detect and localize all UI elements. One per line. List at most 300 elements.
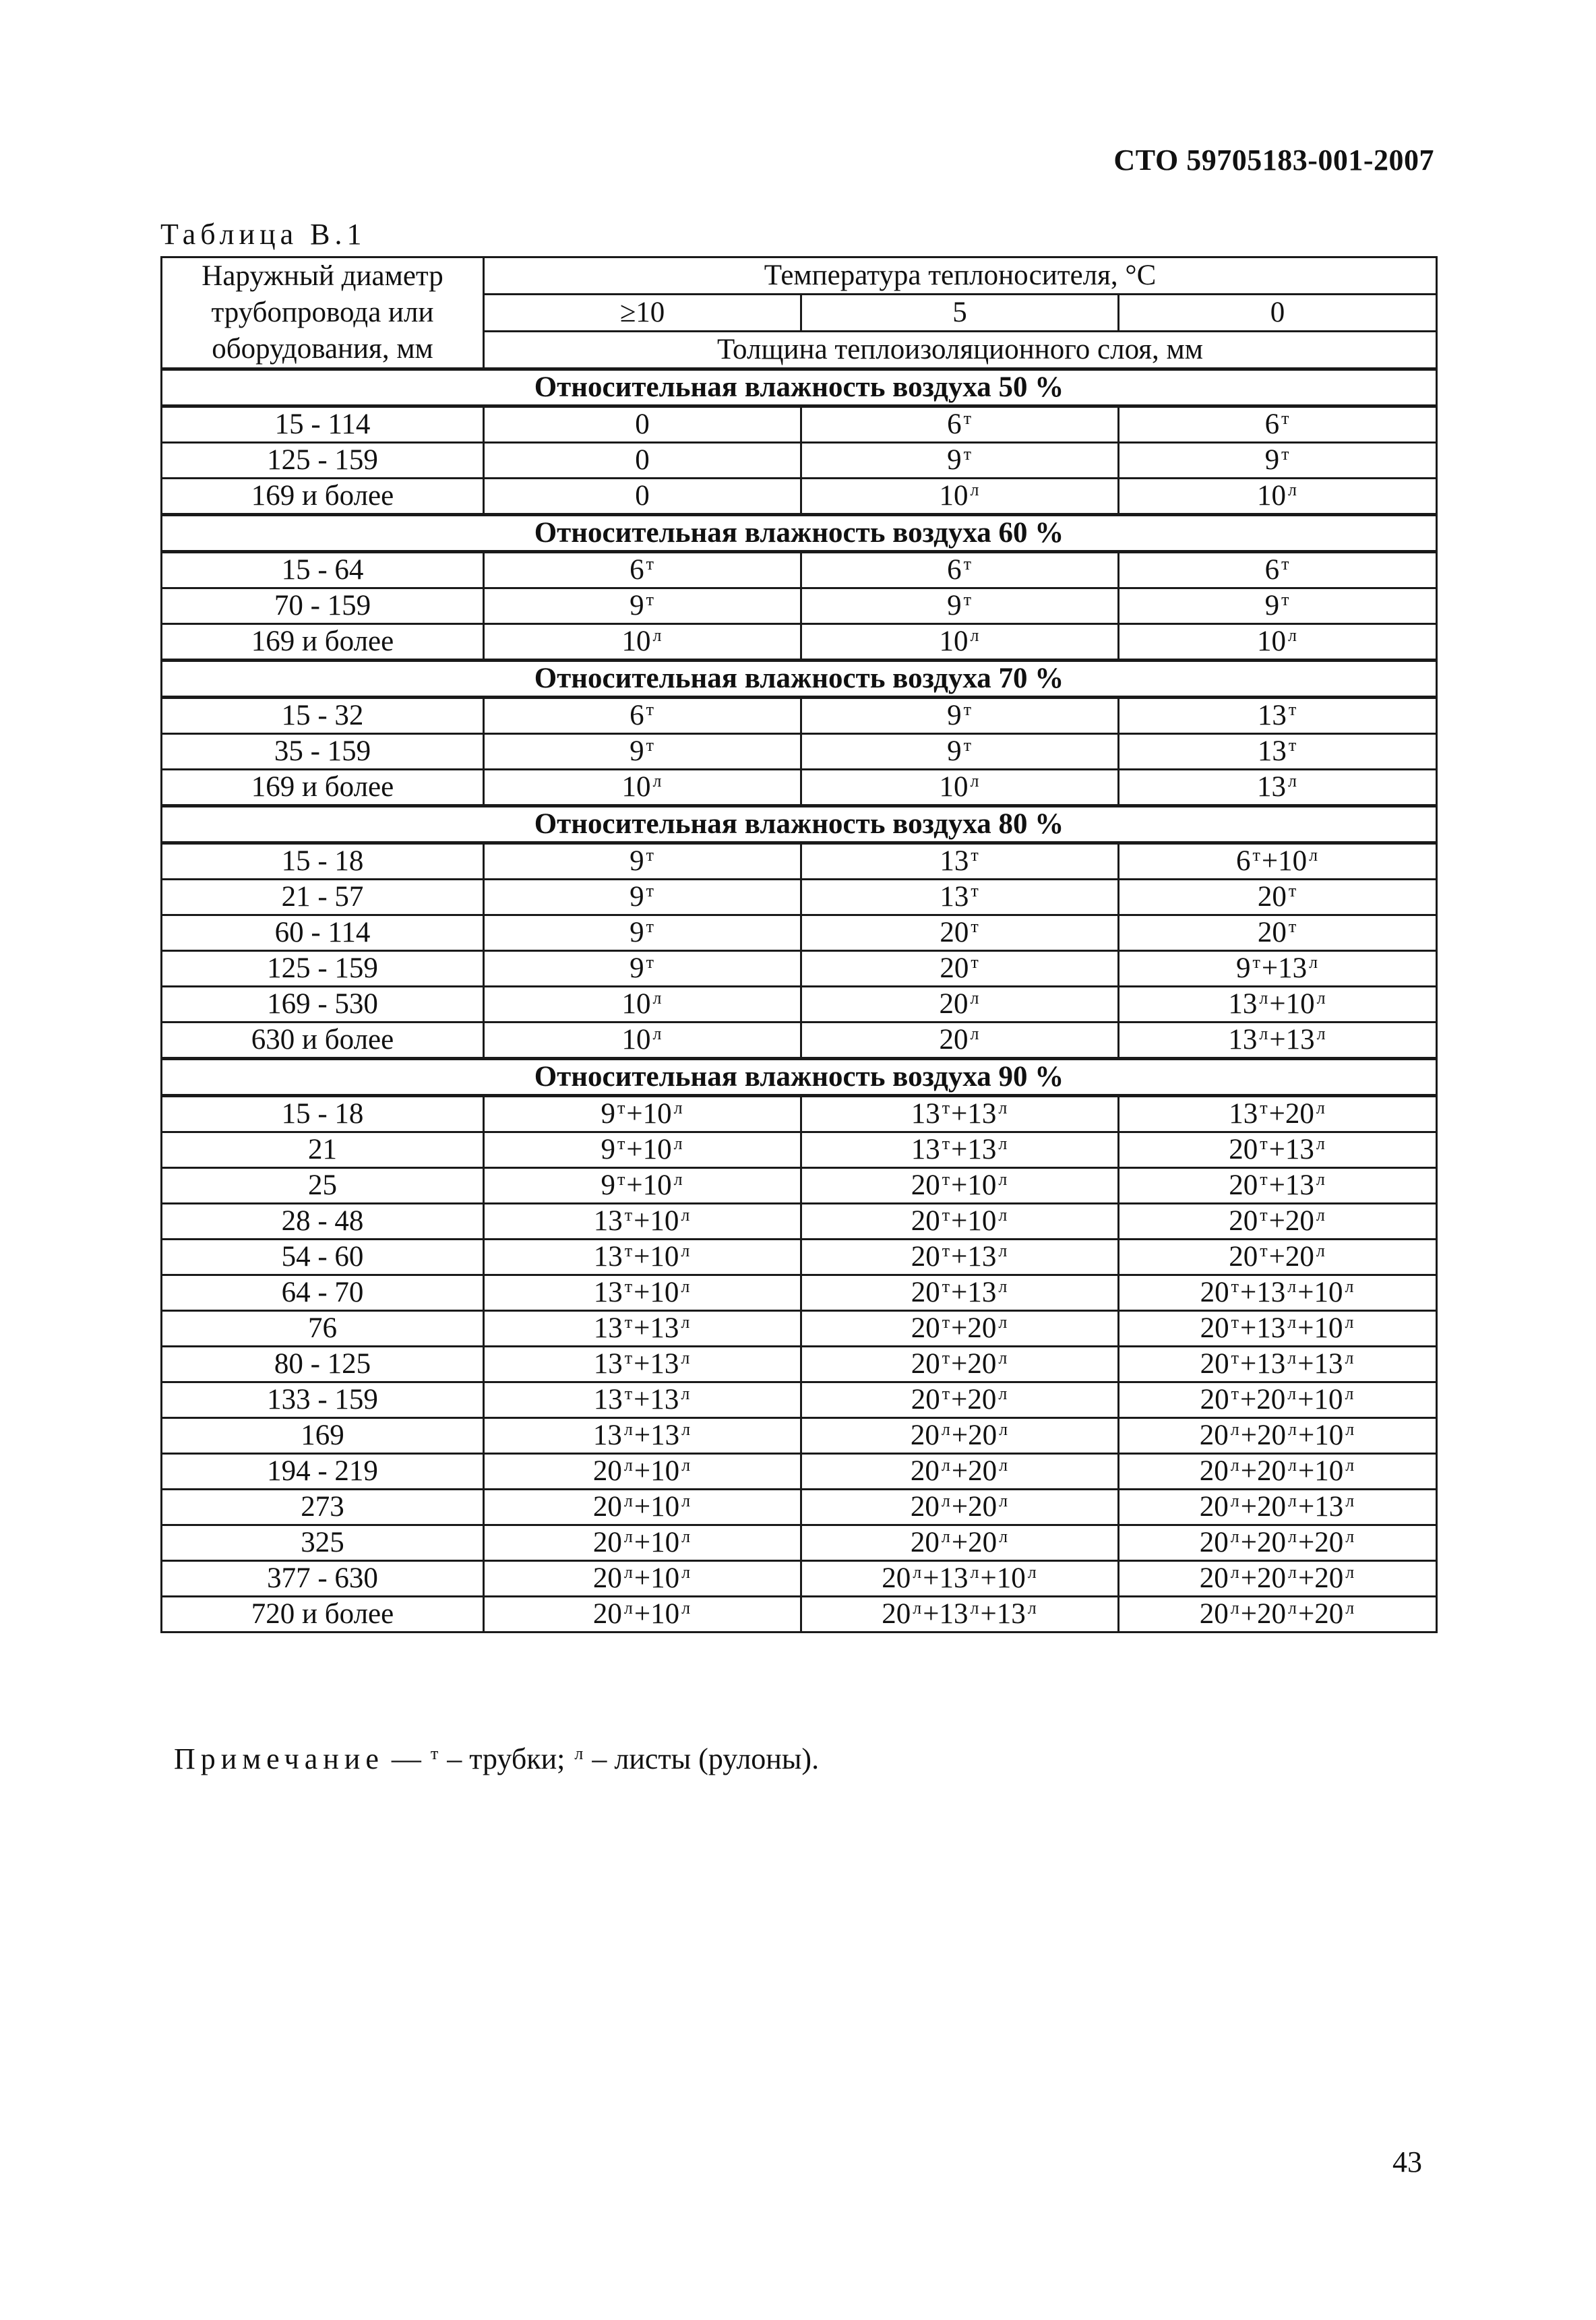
thickness-cell: 20 $^л$+10 $^л$ [484,1525,801,1561]
thickness-value: 9 [1235,952,1251,984]
note-text: – листы (рулоны). [584,1742,820,1775]
table-row [162,1096,1437,1132]
material-superscript: л [623,1562,633,1582]
material-superscript: л [1316,988,1326,1008]
material-superscript: л [1287,1277,1297,1296]
diameter-cell: 194 - 219 [162,1454,484,1490]
thickness-cell: 13 $^л$+10 $^л$ [1119,987,1437,1022]
diameter-cell: 70 - 159 [162,588,484,624]
thickness-value: 9 [630,735,644,767]
thickness-cell [1119,698,1437,734]
table-caption: Таблица В.1 [160,218,367,251]
material-superscript: л [970,480,979,499]
table-row [162,443,1437,479]
temperature-header: Температура теплоносителя, °С [484,257,1437,295]
thickness-cell [1119,915,1437,951]
thickness-value: 10 [967,1205,997,1237]
thickness-value: 20 [1257,917,1287,948]
thickness-cell [484,479,801,515]
thickness-value: 9 [947,444,962,476]
thickness-value: 10 [1257,480,1286,512]
material-superscript: т [1288,881,1297,900]
thickness-value: 10 [650,1241,679,1273]
page-number: 43 [1392,2145,1422,2178]
table-body [162,257,1437,1632]
thickness-value: 20 [1257,1562,1286,1594]
thickness-cell: 20 $^т$+20 $^л$ [1119,1240,1437,1275]
thickness-value: 20 [967,1348,997,1380]
material-superscript: л [1288,1420,1297,1439]
thickness-value: 20 [911,1169,940,1201]
thickness-cell: 20 $^т$+13 $^л$+10 $^л$ [1119,1275,1437,1311]
material-superscript: л [998,1098,1008,1118]
material-superscript: т [1281,444,1289,464]
material-superscript: л [1345,1527,1355,1546]
insulation-thickness-table [160,256,1438,1633]
thickness-value: 10 [621,988,651,1020]
diameter-cell: 21 [162,1132,484,1168]
thickness-value: 10 [621,1024,651,1056]
material-superscript: т [942,1241,950,1260]
thickness-value: 20 [1257,1598,1286,1630]
diameter-cell: 325 [162,1525,484,1561]
thickness-cell [1119,624,1437,661]
material-superscript: л [998,1277,1008,1296]
thickness-value: 10 [1314,1455,1344,1487]
thickness-cell: 13 $^т$+10 $^л$ [484,1275,801,1311]
diameter-cell: 25 [162,1168,484,1204]
material-superscript: л [941,1491,950,1510]
diameter-cell: 28 - 48 [162,1204,484,1240]
thickness-value: 10 [642,1169,672,1201]
thickness-cell: 20 $^т$+13 $^л$ [1119,1132,1437,1168]
material-superscript: л [652,771,662,791]
thickness-value: 10 [650,1598,680,1630]
material-superscript: л [970,625,979,645]
material-superscript: л [1345,1455,1355,1475]
thickness-value: 10 [1314,1277,1343,1308]
material-superscript: т [963,590,971,609]
material-superscript: л [998,1241,1008,1260]
material-superscript: т [963,735,971,755]
material-superscript: л [998,1134,1008,1153]
thickness-cell [801,987,1119,1022]
thickness-cell: 20 $^л$+20 $^л$+20 $^л$ [1119,1597,1437,1632]
material-superscript: т [971,917,979,936]
thickness-cell: 20 $^л$+10 $^л$ [484,1561,801,1597]
thickness-cell [1119,406,1437,443]
table-row [162,1311,1437,1347]
material-superscript: т [942,1384,950,1403]
thickness-cell: 9 $^т$+10 $^л$ [484,1132,801,1168]
note-superscript: т [430,1744,439,1763]
thickness-cell [801,443,1119,479]
thickness-cell [801,843,1119,880]
thickness-cell: 20 $^л$+20 $^л$ [801,1454,1119,1490]
material-superscript: л [623,1598,633,1618]
thickness-cell [1119,479,1437,515]
diameter-cell: 133 - 159 [162,1382,484,1418]
thickness-value: 9 [630,881,644,913]
thickness-value: 20 [592,1491,622,1523]
thickness-cell: 13 $^т$+13 $^л$ [801,1132,1119,1168]
thickness-value: 20 [1229,1205,1258,1237]
thickness-value: 9 [601,1134,615,1165]
thickness-value: 20 [911,1205,940,1237]
thickness-value: 20 [911,1241,940,1273]
thickness-value: 6 [947,554,962,586]
material-superscript: л [681,1491,691,1510]
thickness-cell [801,588,1119,624]
material-superscript: т [942,1134,950,1153]
thickness-value: 10 [939,480,969,512]
thickness-cell: 13 $^т$+20 $^л$ [1119,1096,1437,1132]
thickness-value: 13 [1256,1277,1286,1308]
table-row [162,1168,1437,1204]
thickness-value: 10 [1278,845,1308,877]
thickness-value: 10 [650,1205,679,1237]
thickness-value: 13 [940,881,969,913]
thickness-cell [801,552,1119,588]
thickness-value: 20 [911,1384,940,1415]
thickness-value: 20 [1199,1527,1229,1558]
thickness-value: 9 [1264,590,1280,621]
thickness-cell [484,443,801,479]
material-superscript: л [673,1098,683,1118]
table-row [162,1240,1437,1275]
section-header-row [162,1059,1437,1096]
thickness-cell [1119,770,1437,806]
thickness-value: 20 [1229,1134,1258,1165]
material-superscript: л [998,1169,1008,1189]
material-superscript: т [942,1098,950,1118]
material-superscript: л [1230,1491,1239,1510]
thickness-cell: 20 $^т$+20 $^л$ [1119,1204,1437,1240]
thickness-value: 20 [1257,1491,1286,1523]
thickness-cell [484,843,801,880]
thickness-value: 20 [1256,1384,1286,1415]
thickness-cell: 20 $^т$+13 $^л$ [801,1240,1119,1275]
material-superscript: т [971,881,979,900]
temperature-value: 0 [1119,294,1437,331]
material-superscript: т [624,1205,633,1225]
material-superscript: т [646,952,654,972]
material-superscript: л [623,1455,633,1475]
material-superscript: т [942,1312,950,1332]
thickness-value: 9 [1264,444,1280,476]
thickness-value: 20 [882,1598,911,1630]
table-row [162,951,1437,987]
thickness-cell: 20 $^л$+20 $^л$ [801,1418,1119,1454]
material-superscript: л [1287,1312,1297,1332]
material-superscript: л [998,1384,1008,1403]
section-title: Относительная влажность воздуха 60 % [162,515,1437,552]
thickness-cell [1119,734,1437,770]
thickness-value: 13 [1257,700,1287,731]
material-superscript: т [1288,917,1297,936]
thickness-value: 6 [1264,554,1280,586]
material-superscript: т [942,1205,950,1225]
material-superscript: л [998,1348,1008,1368]
thickness-cell: 20 $^л$+20 $^л$+20 $^л$ [1119,1525,1437,1561]
thickness-cell [1119,880,1437,915]
thickness-value: 20 [911,1277,940,1308]
table-row [162,1204,1437,1240]
thickness-value: 9 [947,700,962,731]
material-superscript: т [624,1312,633,1332]
thickness-value: 13 [1256,1348,1286,1380]
thickness-value: 20 [910,1455,940,1487]
thickness-cell [484,734,801,770]
thickness-value: 13 [650,1420,680,1451]
material-superscript: л [681,1527,691,1546]
thickness-cell: 20 $^л$+20 $^л$+13 $^л$ [1119,1490,1437,1525]
thickness-value: 10 [1314,1312,1343,1344]
thickness-value: 20 [592,1527,622,1558]
diameter-cell: 169 и более [162,624,484,661]
thickness-value: 6 [630,700,644,731]
material-superscript: л [1287,1348,1297,1368]
thickness-value: 9 [630,845,644,877]
material-superscript: л [673,1169,683,1189]
thickness-value: 20 [1314,1598,1344,1630]
thickness-cell: 20 $^л$+13 $^л$+13 $^л$ [801,1597,1119,1632]
thickness-cell: 20 $^л$+20 $^л$+20 $^л$ [1119,1561,1437,1597]
diameter-column-header: Наружный диаметр трубопровода или оборудования, мм [162,257,484,369]
material-superscript: т [646,735,654,755]
material-superscript: т [963,408,971,428]
thickness-value: 13 [1314,1348,1343,1380]
thickness-value: 20 [910,1491,940,1523]
thickness-value: 0 [635,444,650,476]
material-superscript: т [646,700,654,719]
thickness-cell: 20 $^л$+10 $^л$ [484,1490,801,1525]
material-superscript: т [963,554,971,574]
table-row [162,406,1437,443]
material-superscript: л [1316,1169,1325,1189]
material-superscript: л [941,1420,950,1439]
thickness-value: 10 [1314,1420,1344,1451]
thickness-value: 20 [1285,1205,1314,1237]
material-superscript: л [1288,1598,1297,1618]
material-superscript: л [1230,1527,1239,1546]
material-superscript: т [1260,1098,1268,1118]
material-superscript: т [646,590,654,609]
thickness-value: 20 [910,1420,940,1451]
thickness-value: 13 [650,1348,679,1380]
thickness-value: 9 [630,917,644,948]
material-superscript: т [1260,1169,1268,1189]
material-superscript: т [617,1134,625,1153]
material-superscript: л [1230,1562,1239,1582]
material-superscript: л [681,1384,690,1403]
thickness-value: 13 [1228,1024,1258,1056]
material-superscript: л [1309,845,1318,865]
thickness-value: 13 [593,1241,623,1273]
diameter-cell: 21 - 57 [162,880,484,915]
diameter-cell: 76 [162,1311,484,1347]
thickness-value: 20 [1200,1348,1229,1380]
diameter-cell: 125 - 159 [162,951,484,987]
note-label: Примечание [174,1742,384,1775]
material-superscript: т [1231,1384,1239,1403]
thickness-cell: 20 $^л$+10 $^л$ [484,1454,801,1490]
material-superscript: л [998,1205,1008,1225]
thickness-value: 13 [967,1134,997,1165]
thickness-value: 10 [967,1169,997,1201]
section-header-row [162,806,1437,843]
thickness-cell: 20 $^л$+13 $^л$+10 $^л$ [801,1561,1119,1597]
diameter-cell: 169 [162,1418,484,1454]
material-superscript: т [646,881,654,900]
thickness-value: 20 [911,1312,940,1344]
section-title: Относительная влажность воздуха 80 % [162,806,1437,843]
thickness-value: 10 [939,771,969,803]
thickness-cell [484,698,801,734]
material-superscript: л [1230,1598,1239,1618]
material-superscript: л [681,1312,690,1332]
thickness-value: 20 [882,1562,911,1594]
material-superscript: т [1231,1312,1239,1332]
thickness-value: 20 [910,1527,940,1558]
thickness-value: 10 [1314,1384,1343,1415]
thickness-cell [801,915,1119,951]
thickness-value: 20 [592,1455,622,1487]
material-superscript: т [1260,1205,1268,1225]
thickness-value: 13 [996,1598,1026,1630]
thickness-cell [484,770,801,806]
thickness-value: 20 [968,1527,998,1558]
thickness-cell [801,479,1119,515]
section-title: Относительная влажность воздуха 90 % [162,1059,1437,1096]
thickness-value: 13 [940,845,969,877]
thickness-value: 20 [1229,1169,1258,1201]
thickness-value: 13 [1257,771,1286,803]
thickness-cell: 20 $^л$+20 $^л$ [801,1525,1119,1561]
thickness-value: 13 [1257,735,1287,767]
thickness-value: 10 [650,1527,680,1558]
material-superscript: л [1345,1384,1354,1403]
table-row [162,1382,1437,1418]
thickness-cell: 20 $^т$+20 $^л$ [801,1347,1119,1382]
thickness-value: 9 [630,952,644,984]
thickness-value: 20 [1199,1491,1229,1523]
thickness-value: 20 [1257,881,1287,913]
header-row [162,257,1437,295]
thickness-cell [1119,588,1437,624]
thickness-value: 10 [650,1562,680,1594]
material-superscript: л [1345,1598,1355,1618]
diameter-cell: 169 - 530 [162,987,484,1022]
material-superscript: т [1260,1241,1268,1260]
material-superscript: л [970,771,979,791]
thickness-value: 13 [593,1277,623,1308]
thickness-value: 20 [1200,1277,1229,1308]
thickness-value: 0 [635,480,650,512]
temperature-value: 5 [801,294,1119,331]
diameter-cell: 720 и более [162,1597,484,1632]
diameter-cell: 273 [162,1490,484,1525]
diameter-cell: 15 - 32 [162,698,484,734]
thickness-value: 20 [1199,1420,1229,1451]
table-row [162,1525,1437,1561]
thickness-cell: 13 $^т$+13 $^л$ [484,1311,801,1347]
thickness-cell [484,1022,801,1059]
diameter-cell: 15 - 18 [162,843,484,880]
thickness-value: 13 [967,1277,997,1308]
thickness-value: 20 [1257,1527,1286,1558]
material-superscript: л [999,1527,1008,1546]
material-superscript: л [1316,1024,1326,1043]
thickness-value: 6 [630,554,644,586]
thickness-cell [484,915,801,951]
material-superscript: т [646,554,654,574]
material-superscript: л [681,1348,690,1368]
thickness-value: 20 [1285,1098,1314,1130]
thickness-value: 20 [1199,1598,1229,1630]
material-superscript: л [681,1562,691,1582]
thickness-value: 20 [968,1420,998,1451]
material-superscript: т [646,845,654,865]
material-superscript: л [1316,1134,1325,1153]
material-superscript: л [1287,1384,1297,1403]
thickness-value: 10 [650,1455,680,1487]
table-row [162,698,1437,734]
thickness-value: 20 [939,988,969,1020]
material-superscript: л [1259,1024,1268,1043]
material-superscript: т [963,444,971,464]
material-superscript: л [999,1491,1008,1510]
thickness-cell: 6 $^т$+10 $^л$ [1119,843,1437,880]
thickness-cell: 13 $^т$+13 $^л$ [484,1347,801,1382]
material-superscript: т [1252,952,1260,972]
material-superscript: т [646,917,654,936]
thickness-cell: 13 $^т$+10 $^л$ [484,1240,801,1275]
thickness-cell: 13 $^т$+13 $^л$ [484,1382,801,1418]
table-row [162,479,1437,515]
material-superscript: л [1027,1598,1037,1618]
thickness-cell: 13 $^т$+10 $^л$ [484,1204,801,1240]
thickness-value: 13 [1229,1098,1258,1130]
thickness-cell [801,770,1119,806]
section-header-row [162,661,1437,698]
material-superscript: л [1288,625,1297,645]
thickness-value: 9 [601,1098,615,1130]
thickness-value: 20 [940,917,969,948]
thickness-cell: 20 $^т$+20 $^л$ [801,1382,1119,1418]
diameter-cell: 15 - 114 [162,406,484,443]
thickness-value: 13 [967,1241,997,1273]
thickness-cell: 13 $^л$+13 $^л$ [484,1418,801,1454]
material-superscript: л [999,1420,1008,1439]
material-superscript: л [1288,1527,1297,1546]
thickness-value: 9 [947,590,962,621]
thickness-cell [801,1022,1119,1059]
material-superscript: л [999,1455,1008,1475]
thickness-cell [801,698,1119,734]
note-text: — [383,1742,429,1775]
section-header-row [162,369,1437,406]
diameter-cell: 15 - 18 [162,1096,484,1132]
material-superscript: л [652,988,662,1008]
material-superscript: л [1288,1455,1297,1475]
material-superscript: т [1281,408,1289,428]
thickness-value: 10 [642,1098,672,1130]
thickness-value: 10 [1285,988,1315,1020]
material-superscript: л [1288,1562,1297,1582]
thickness-cell: 20 $^т$+13 $^л$+13 $^л$ [1119,1347,1437,1382]
material-superscript: л [998,1312,1008,1332]
